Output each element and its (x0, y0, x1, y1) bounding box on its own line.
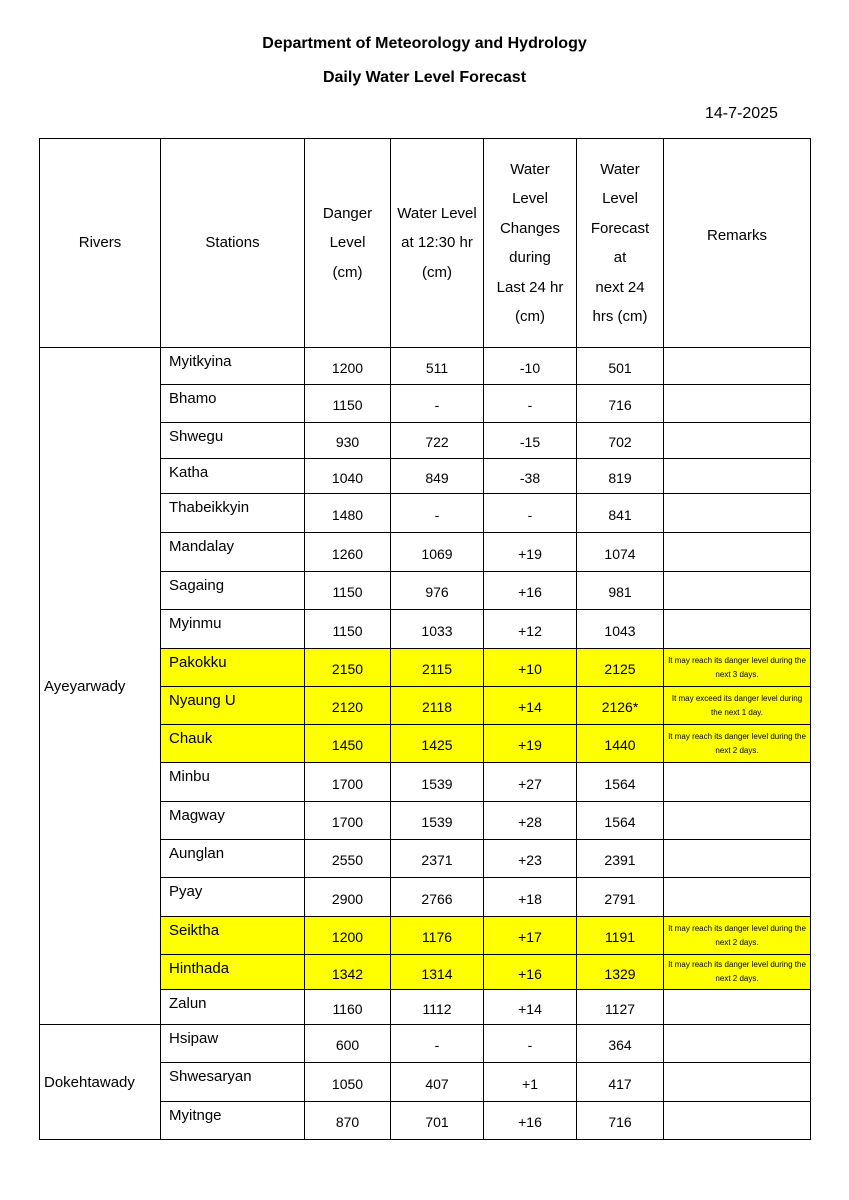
station-name: Shwesaryan (161, 1063, 305, 1102)
danger-level: 600 (305, 1025, 391, 1063)
danger-level: 1450 (305, 725, 391, 763)
station-name: Minbu (161, 763, 305, 802)
table-body (40, 348, 811, 1140)
station-name: Chauk (161, 725, 305, 763)
level-change: -38 (484, 459, 577, 494)
water-level: 976 (391, 572, 484, 610)
remarks: It may reach its danger level during the next 2 days. (664, 955, 811, 990)
danger-level: 1050 (305, 1063, 391, 1102)
remarks: It may reach its danger level during the next 3 days. (664, 649, 811, 687)
forecast-level: 981 (577, 572, 664, 610)
level-change: +1 (484, 1063, 577, 1102)
table-row (40, 348, 811, 385)
station-name: Sagaing (161, 572, 305, 610)
remarks: It may reach its danger level during the next 2 days. (664, 917, 811, 955)
water-level: - (391, 1025, 484, 1063)
station-name: Shwegu (161, 423, 305, 459)
remarks (664, 533, 811, 572)
danger-level: 1040 (305, 459, 391, 494)
remarks (664, 572, 811, 610)
water-level: - (391, 494, 484, 533)
forecast-level: 702 (577, 423, 664, 459)
forecast-level: 1440 (577, 725, 664, 763)
level-change: +18 (484, 878, 577, 917)
header-danger-level: Danger Level (cm) (305, 139, 391, 348)
danger-level: 1150 (305, 385, 391, 423)
forecast-level: 1329 (577, 955, 664, 990)
header-forecast: Water Level Forecast at next 24 hrs (cm) (577, 139, 664, 348)
water-level: 1539 (391, 802, 484, 840)
station-name: Seiktha (161, 917, 305, 955)
level-change: - (484, 1025, 577, 1063)
danger-level: 930 (305, 423, 391, 459)
station-name: Nyaung U (161, 687, 305, 725)
forecast-level: 501 (577, 348, 664, 385)
remarks (664, 459, 811, 494)
forecast-level: 1564 (577, 763, 664, 802)
level-change: +23 (484, 840, 577, 878)
water-level: 1033 (391, 610, 484, 649)
forecast-level: 2391 (577, 840, 664, 878)
water-level: - (391, 385, 484, 423)
document-title: Department of Meteorology and Hydrology (262, 35, 587, 52)
station-name: Magway (161, 802, 305, 840)
forecast-level: 417 (577, 1063, 664, 1102)
station-name: Pakokku (161, 649, 305, 687)
document-subtitle: Daily Water Level Forecast (322, 69, 527, 86)
forecast-level: 1564 (577, 802, 664, 840)
danger-level: 2150 (305, 649, 391, 687)
forecast-level: 2126* (577, 687, 664, 725)
remarks (664, 494, 811, 533)
danger-level: 1150 (305, 572, 391, 610)
danger-level: 2120 (305, 687, 391, 725)
header-rivers: Rivers (40, 139, 161, 348)
station-name: Hinthada (161, 955, 305, 990)
level-change: +12 (484, 610, 577, 649)
danger-level: 1700 (305, 802, 391, 840)
level-change: +16 (484, 1102, 577, 1140)
water-level: 1176 (391, 917, 484, 955)
remarks (664, 1025, 811, 1063)
remarks (664, 802, 811, 840)
water-level: 2118 (391, 687, 484, 725)
danger-level: 1480 (305, 494, 391, 533)
danger-level: 2550 (305, 840, 391, 878)
water-level: 1069 (391, 533, 484, 572)
danger-level: 1150 (305, 610, 391, 649)
forecast-level: 1127 (577, 990, 664, 1025)
forecast-level: 1043 (577, 610, 664, 649)
remarks: It may exceed its danger level during the next 1 day. (664, 687, 811, 725)
danger-level: 1342 (305, 955, 391, 990)
level-change: +10 (484, 649, 577, 687)
water-level: 2115 (391, 649, 484, 687)
river-name: Ayeyarwady (40, 348, 161, 1025)
station-name: Pyay (161, 878, 305, 917)
level-change: +28 (484, 802, 577, 840)
table-row (40, 1025, 811, 1063)
forecast-level: 364 (577, 1025, 664, 1063)
remarks (664, 1063, 811, 1102)
station-name: Myitnge (161, 1102, 305, 1140)
danger-level: 870 (305, 1102, 391, 1140)
danger-level: 1160 (305, 990, 391, 1025)
station-name: Myinmu (161, 610, 305, 649)
remarks: It may reach its danger level during the next 2 days. (664, 725, 811, 763)
forecast-level: 716 (577, 1102, 664, 1140)
forecast-level: 819 (577, 459, 664, 494)
forecast-level: 2791 (577, 878, 664, 917)
danger-level: 1200 (305, 917, 391, 955)
station-name: Zalun (161, 990, 305, 1025)
remarks (664, 878, 811, 917)
station-name: Bhamo (161, 385, 305, 423)
forecast-level: 1191 (577, 917, 664, 955)
river-name: Dokehtawady (40, 1025, 161, 1140)
water-level: 2371 (391, 840, 484, 878)
header-level-change: Water Level Changes during Last 24 hr (cm) (484, 139, 577, 348)
level-change: +16 (484, 955, 577, 990)
water-level: 2766 (391, 878, 484, 917)
header-stations: Stations (161, 139, 305, 348)
level-change: +19 (484, 533, 577, 572)
water-level: 407 (391, 1063, 484, 1102)
header-remarks: Remarks (664, 139, 811, 348)
water-level: 1539 (391, 763, 484, 802)
remarks (664, 348, 811, 385)
level-change: +19 (484, 725, 577, 763)
remarks (664, 990, 811, 1025)
station-name: Myitkyina (161, 348, 305, 385)
level-change: -10 (484, 348, 577, 385)
level-change: +27 (484, 763, 577, 802)
water-level-table (39, 138, 811, 1140)
station-name: Thabeikkyin (161, 494, 305, 533)
water-level: 701 (391, 1102, 484, 1140)
remarks (664, 763, 811, 802)
water-level: 1112 (391, 990, 484, 1025)
station-name: Aunglan (161, 840, 305, 878)
danger-level: 1700 (305, 763, 391, 802)
level-change: - (484, 385, 577, 423)
danger-level: 1200 (305, 348, 391, 385)
water-level: 849 (391, 459, 484, 494)
table-header-row (40, 139, 811, 348)
water-level: 722 (391, 423, 484, 459)
station-name: Hsipaw (161, 1025, 305, 1063)
level-change: -15 (484, 423, 577, 459)
level-change: +16 (484, 572, 577, 610)
water-level: 511 (391, 348, 484, 385)
water-level: 1314 (391, 955, 484, 990)
level-change: +14 (484, 990, 577, 1025)
remarks (664, 610, 811, 649)
danger-level: 2900 (305, 878, 391, 917)
header-water-level: Water Level at 12:30 hr (cm) (391, 139, 484, 348)
forecast-level: 1074 (577, 533, 664, 572)
remarks (664, 1102, 811, 1140)
remarks (664, 840, 811, 878)
level-change: +14 (484, 687, 577, 725)
forecast-level: 841 (577, 494, 664, 533)
remarks (664, 385, 811, 423)
remarks (664, 423, 811, 459)
level-change: - (484, 494, 577, 533)
danger-level: 1260 (305, 533, 391, 572)
station-name: Katha (161, 459, 305, 494)
level-change: +17 (484, 917, 577, 955)
forecast-level: 2125 (577, 649, 664, 687)
forecast-level: 716 (577, 385, 664, 423)
forecast-date: 14-7-2025 (705, 105, 778, 122)
water-level: 1425 (391, 725, 484, 763)
station-name: Mandalay (161, 533, 305, 572)
